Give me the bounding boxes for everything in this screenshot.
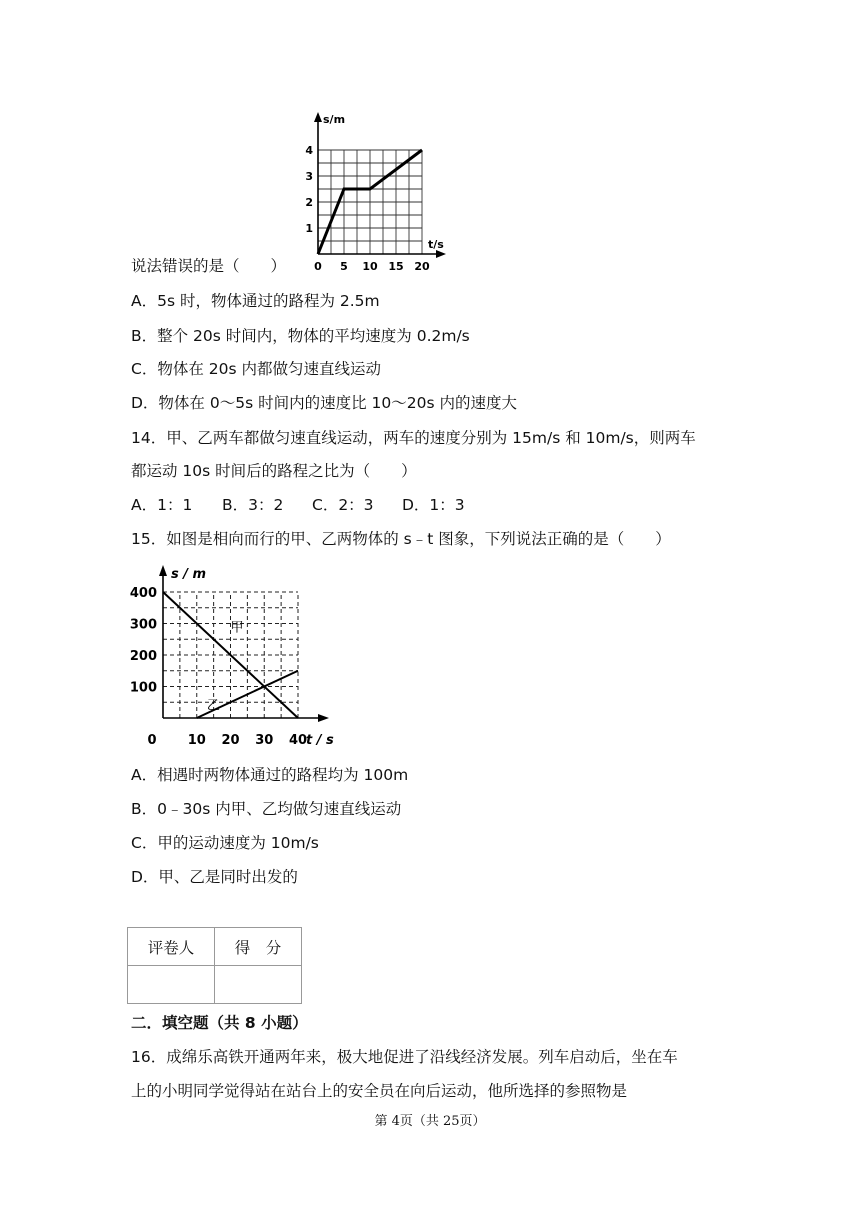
x-tick-label: 5 — [340, 260, 348, 270]
q15-option-d: D．甲、乙是同时出发的 — [131, 868, 298, 886]
x-tick-label: 30 — [255, 733, 274, 748]
y-axis-arrow — [159, 565, 167, 576]
y-tick-label: 1 — [305, 222, 313, 235]
q15-stem: 15．如图是相向而行的甲、乙两物体的 s﹣t 图象，下列说法正确的是（ ） — [131, 530, 671, 548]
grader-cell[interactable] — [128, 966, 215, 1004]
series-label-yi: 乙 — [206, 698, 220, 714]
x-tick-label: 20 — [414, 260, 430, 270]
st-graph-q13 — [300, 108, 450, 270]
q14-option-b: B．3：2 — [222, 496, 284, 514]
q13-option-c: C．物体在 20s 内都做匀速直线运动 — [131, 360, 381, 378]
y-tick-label: 200 — [129, 649, 157, 664]
grader-header: 评卷人 — [128, 928, 215, 966]
x-tick-label: 20 — [221, 733, 240, 748]
q14-stem-line1: 14．甲、乙两车都做匀速直线运动，两车的速度分别为 15m/s 和 10m/s，则两车 — [131, 429, 696, 447]
x-tick-label: 10 — [187, 733, 206, 748]
q14-option-c: C．2：3 — [312, 496, 374, 514]
x-tick-label: 0 — [147, 733, 157, 748]
y-tick-label: 400 — [129, 586, 157, 601]
q13-option-d: D．物体在 0～5s 时间内的速度比 10～20s 内的速度大 — [131, 394, 517, 412]
st-graph-q15 — [128, 562, 338, 750]
score-cell[interactable] — [215, 966, 302, 1004]
y-axis-label: s/m — [323, 113, 346, 126]
y-axis-label: s / m — [171, 567, 207, 582]
y-axis-arrow — [314, 112, 322, 122]
x-tick-label: 10 — [362, 260, 378, 270]
x-tick-label: 40 — [288, 733, 308, 748]
y-tick-label: 100 — [129, 680, 157, 696]
q14-option-a: A．1：1 — [131, 496, 193, 514]
x-axis-arrow — [436, 250, 446, 258]
q15-option-c: C．甲的运动速度为 10m/s — [131, 834, 319, 852]
x-axis-label: t/s — [428, 238, 444, 251]
x-tick-label: 15 — [388, 260, 404, 270]
q14-stem-line2: 都运动 10s 时间后的路程之比为（ ） — [131, 462, 417, 480]
q15-option-a: A．相遇时两物体通过的路程均为 100m — [131, 766, 409, 784]
q13-stem-tail: 说法错误的是（ ） — [131, 257, 287, 275]
x-axis-arrow — [318, 714, 329, 722]
series-label-jia: 甲 — [230, 620, 244, 636]
section-2-title: 二．填空题（共 8 小题） — [131, 1014, 308, 1032]
x-axis-label: t / s — [306, 733, 334, 748]
y-tick-label: 2 — [305, 196, 313, 209]
y-tick-label: 3 — [305, 170, 313, 183]
y-tick-label: 4 — [305, 144, 313, 157]
q15-option-b: B．0﹣30s 内甲、乙均做匀速直线运动 — [131, 800, 402, 818]
q16-line1: 16．成绵乐高铁开通两年来，极大地促进了沿线经济发展。列车启动后，坐在车 — [131, 1048, 678, 1066]
q13-option-b: B．整个 20s 时间内，物体的平均速度为 0.2m/s — [131, 327, 470, 345]
q13-option-a: A．5s 时，物体通过的路程为 2.5m — [131, 292, 380, 310]
page-footer: 第 4页（共 25页） — [374, 1114, 486, 1129]
score-table — [127, 927, 302, 1004]
y-tick-label: 300 — [129, 617, 157, 633]
score-header: 得 分 — [215, 928, 302, 966]
q14-option-d: D．1：3 — [402, 496, 465, 514]
q16-line2: 上的小明同学觉得站在站台上的安全员在向后运动，他所选择的参照物是 — [131, 1082, 628, 1100]
x-tick-label: 0 — [314, 260, 322, 270]
